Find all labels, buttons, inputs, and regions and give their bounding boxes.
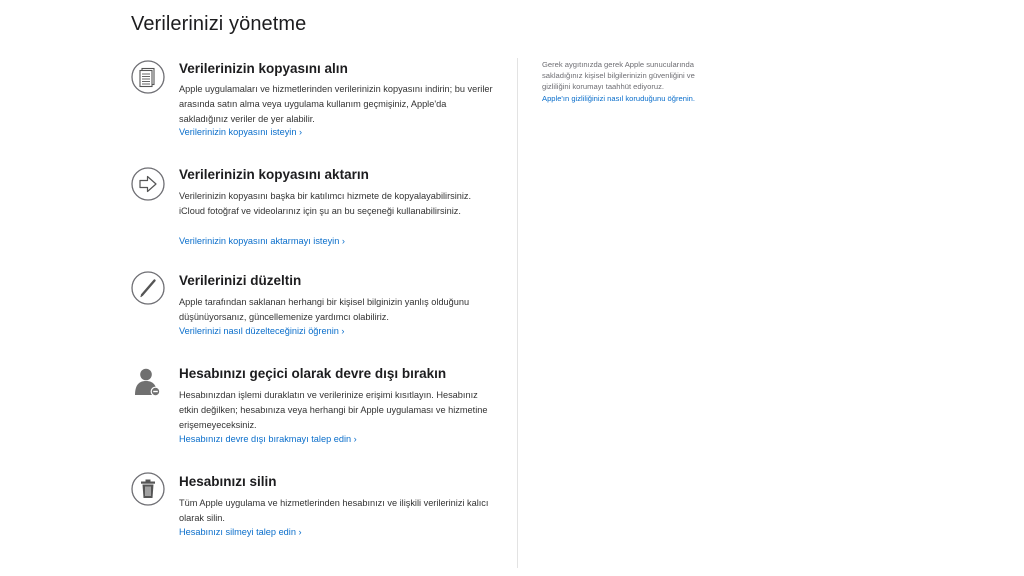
section-description: Hesabınızdan işlemi duraklatın ve verilerinize erişimi kısıtlayın. Hesabınız etkin değilken; hesabınıza veya herhangi bir Apple uygulaması ve hizmetine erişemeyeceksiniz. — [179, 390, 488, 430]
section-title: Verilerinizin kopyasını alın — [179, 61, 348, 76]
section-title: Hesabınızı geçici olarak devre dışı bırakın — [179, 366, 447, 381]
trash-icon — [131, 472, 165, 506]
column-divider — [517, 58, 518, 568]
privacy-commitment-text: Gerek aygıtınızda gerek Apple sunucularında sakladığınız kişisel bilgilerinizin güvenliğini ve gizliliğini korumayı taahhüt ediyoruz. — [542, 60, 695, 92]
section-title: Verilerinizi düzeltin — [179, 273, 302, 288]
document-icon — [131, 60, 165, 94]
request-deactivation-link[interactable]: Hesabınızı devre dışı bırakmayı talep edin › — [179, 434, 357, 444]
section-description: Tüm Apple uygulama ve hizmetlerinden hesabınızı ve ilişkili verilerinizi kalıcı olarak silin. — [179, 498, 489, 523]
section-description: Apple tarafından saklanan herhangi bir kişisel bilginizin yanlış olduğunu düşünüyorsanız, güncellemenize yardımcı olabiliriz. — [179, 297, 470, 322]
request-deletion-link[interactable]: Hesabınızı silmeyi talep edin › — [179, 527, 302, 537]
page-title: Verilerinizi yönetme — [131, 13, 307, 35]
section-description: Verilerinizin kopyasını başka bir katılımcı hizmete de kopyalayabilirsiniz. iCloud fotoğraf ve videolarınız için şu an bu seçeneği kullanabilirsiniz. — [179, 191, 472, 216]
section-title: Hesabınızı silin — [179, 474, 277, 489]
learn-correct-data-link[interactable]: Verilerinizi nasıl düzelteceğinizi öğrenin › — [179, 326, 345, 336]
privacy-sidebar — [542, 59, 722, 104]
request-data-copy-link[interactable]: Verilerinizin kopyasını isteyin › — [179, 127, 303, 137]
section-description: Apple uygulamaları ve hizmetlerinden verilerinizin kopyasını indirin; bu veriler arasında satın alma veya uygulama kullanım geçmişiniz, Apple'da sakladığınız veriler de yer alabilir. — [179, 84, 493, 124]
privacy-learn-more-link[interactable]: Apple'ın gizliliğinizi nasıl koruduğunu öğrenin. — [542, 93, 695, 103]
person-disabled-icon — [131, 365, 165, 399]
section-title: Verilerinizin kopyasını aktarın — [179, 167, 369, 182]
request-data-transfer-link[interactable]: Verilerinizin kopyasını aktarmayı isteyin › — [179, 236, 345, 246]
pencil-icon — [131, 271, 165, 305]
arrow-right-icon — [131, 167, 165, 201]
